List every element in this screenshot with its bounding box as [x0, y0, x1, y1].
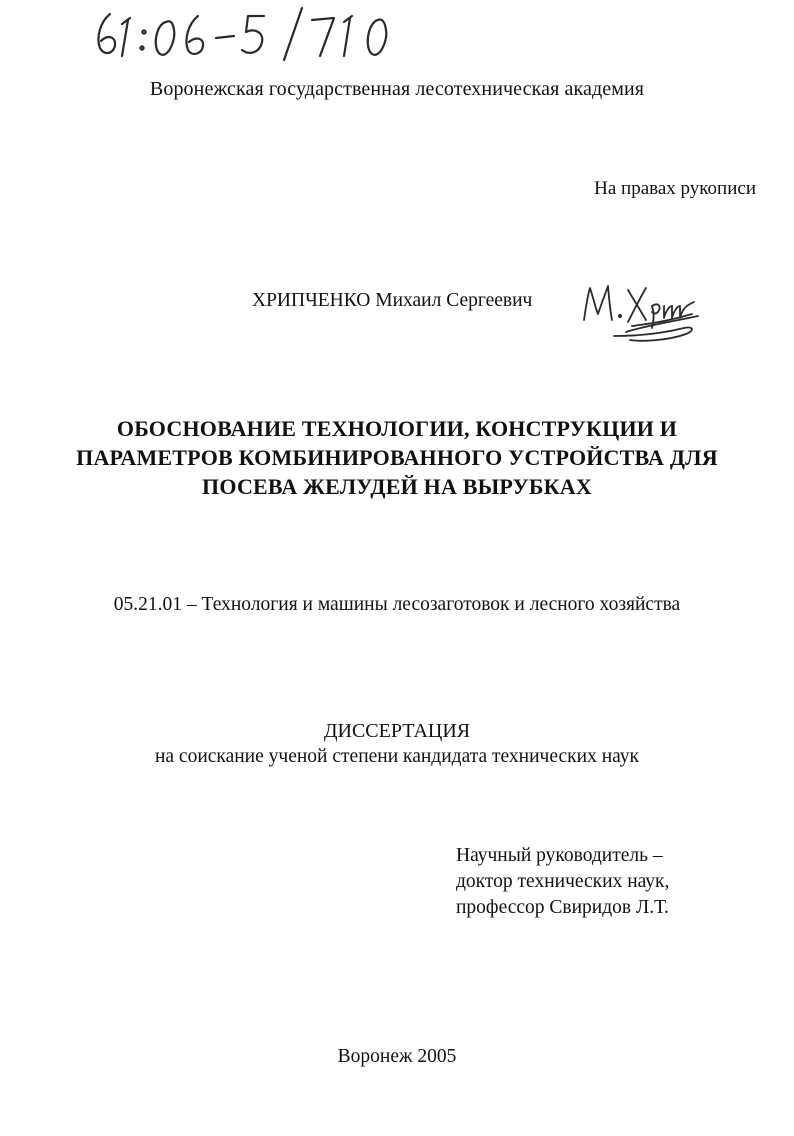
title-line: ОБОСНОВАНИЕ ТЕХНОЛОГИИ, КОНСТРУКЦИИ И — [116, 416, 678, 441]
title-line: ПАРАМЕТРОВ КОМБИНИРОВАННОГО УСТРОЙСТВА ДЛЯ — [76, 445, 718, 470]
rights-notice: На правах рукописи — [594, 178, 756, 199]
author-name: ХРИПЧЕНКО Михаил Сергеевич — [252, 290, 533, 311]
author-signature — [574, 276, 704, 348]
city-year: Воронеж 2005 — [337, 1046, 457, 1067]
dissertation-title — [40, 414, 754, 501]
specialty-code: 05.21.01 – Технология и машины лесозаготовок и лесного хозяйства — [113, 594, 681, 615]
supervisor-line: доктор технических наук, — [456, 871, 670, 892]
degree-subtitle: на соискание ученой степени кандидата технических наук — [154, 746, 640, 767]
handwritten-archive-code — [88, 4, 428, 62]
handwritten-code-drawing — [88, 4, 428, 62]
institution-name: Воронежская государственная лесотехническая академия — [149, 78, 645, 100]
supervisor-block — [456, 843, 669, 921]
signature-drawing — [574, 276, 704, 348]
supervisor-line: Научный руководитель – — [456, 845, 663, 866]
supervisor-line: профессор Свиридов Л.Т. — [456, 897, 669, 918]
dissertation-label: ДИССЕРТАЦИЯ — [323, 720, 471, 742]
title-line: ПОСЕВА ЖЕЛУДЕЙ НА ВЫРУБКАХ — [202, 474, 592, 499]
